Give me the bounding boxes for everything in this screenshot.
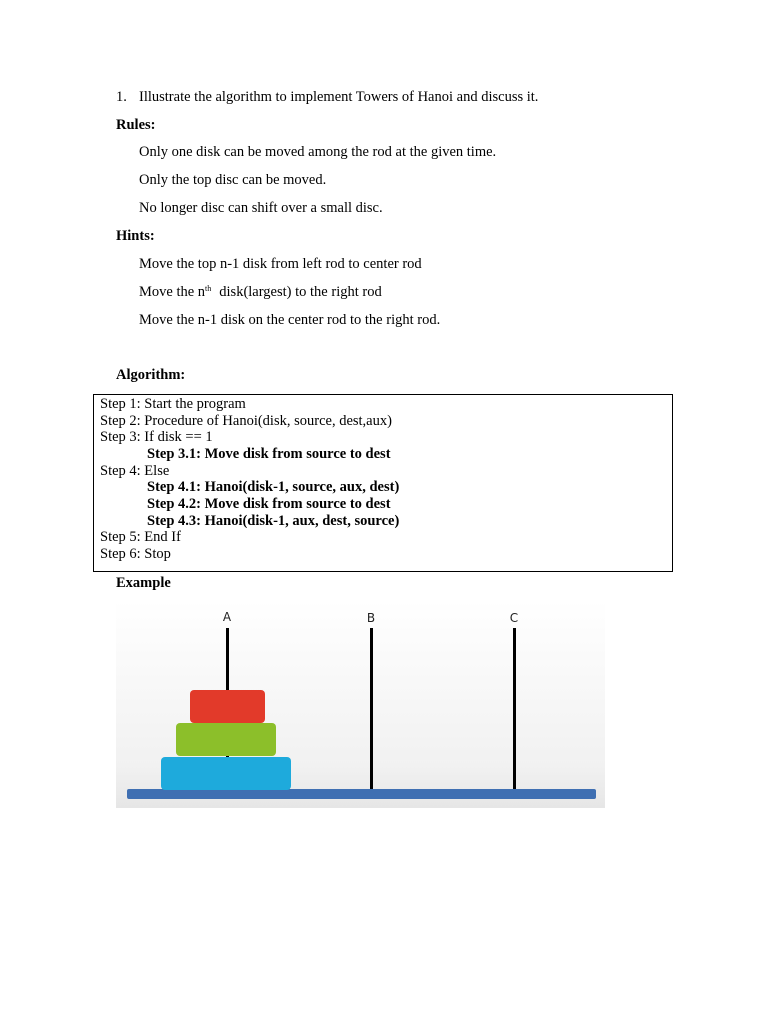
algorithm-step: Step 4: Else [100, 463, 170, 479]
algorithm-step: Step 3: If disk == 1 [100, 429, 213, 445]
hint-item-prefix: Move the n [139, 284, 206, 300]
hint-item [139, 283, 382, 301]
algorithm-step: Step 2: Procedure of Hanoi(disk, source, dest,aux) [100, 413, 392, 429]
hint-item-superscript: th [205, 284, 212, 293]
disk-large [161, 757, 291, 790]
rule-item: Only one disk can be moved among the rod at the given time. [139, 144, 497, 160]
peg-label-a: A [222, 610, 232, 624]
algorithm-substep: Step 4.3: Hanoi(disk-1, aux, dest, source) [147, 513, 400, 529]
peg-label-c: C [509, 611, 519, 625]
algorithm-step: Step 5: End If [100, 529, 181, 545]
algorithm-substep: Step 3.1: Move disk from source to dest [147, 446, 391, 462]
question-number: 1. [116, 89, 127, 105]
algorithm-step: Step 6: Stop [100, 546, 171, 562]
algorithm-substep: Step 4.2: Move disk from source to dest [147, 496, 391, 512]
hint-item: Move the n-1 disk on the center rod to the right rod. [139, 312, 441, 328]
rule-item: No longer disc can shift over a small disc. [139, 200, 383, 216]
rule-item: Only the top disc can be moved. [139, 172, 327, 188]
peg-c [513, 628, 516, 791]
algorithm-step: Step 1: Start the program [100, 396, 246, 412]
example-heading: Example [116, 575, 171, 591]
disk-small [190, 690, 265, 723]
rules-heading: Rules: [116, 117, 156, 133]
hints-heading: Hints: [116, 228, 155, 244]
peg-label-b: B [366, 611, 376, 625]
disk-medium [176, 723, 276, 756]
algorithm-heading: Algorithm: [116, 367, 186, 383]
algorithm-substep: Step 4.1: Hanoi(disk-1, source, aux, dest) [147, 479, 400, 495]
hint-item-suffix: disk(largest) to the right rod [219, 284, 382, 300]
peg-b [370, 628, 373, 791]
towers-of-hanoi-figure [116, 600, 605, 808]
hint-item: Move the top n-1 disk from left rod to center rod [139, 256, 422, 272]
question-text: Illustrate the algorithm to implement Towers of Hanoi and discuss it. [139, 89, 539, 105]
algorithm-box [93, 394, 673, 572]
base-platform [127, 789, 596, 799]
